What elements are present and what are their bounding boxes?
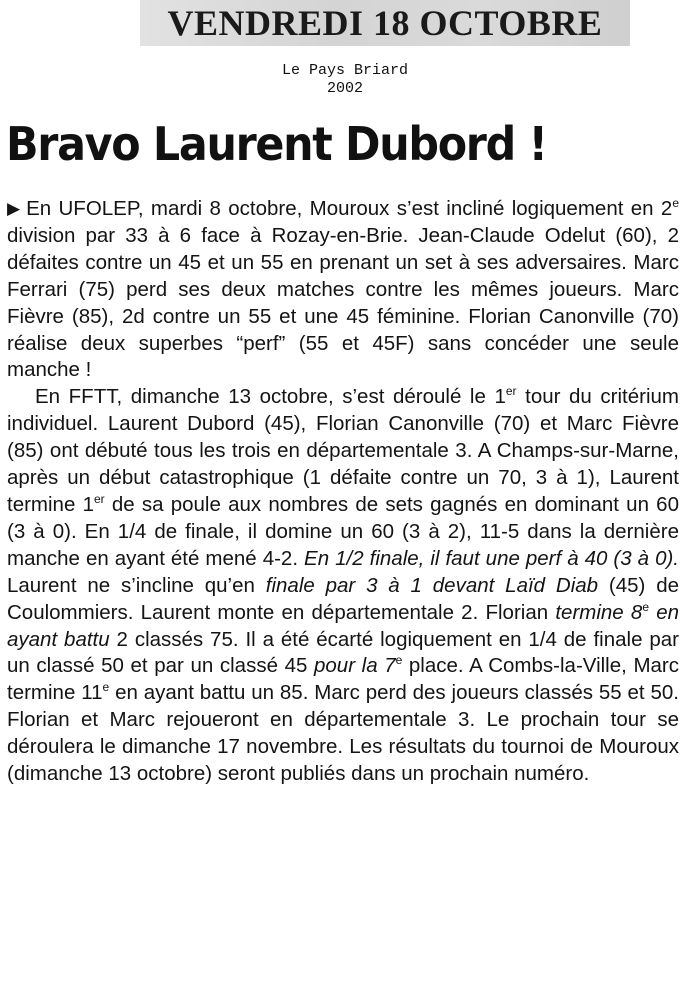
article-body — [7, 196, 679, 788]
text-run: en ayant battu un 85. Marc perd des joueurs classés 55 et 50. Florian et Marc rejoueront en départementale 3. Le prochain tour se déroulera le dimanche 17 novembre. Les résultats du tournoi de Mouroux (dimanche 13 octobre) seront publiés dans un prochain numéro. — [7, 681, 679, 786]
source-name: Le Pays Briard — [281, 62, 409, 79]
text-run: En UFOLEP, mardi 8 octobre, Mouroux s’est incliné logiquement en 2 — [26, 197, 673, 220]
superscript: er — [505, 384, 517, 399]
italic-run: En 1/2 finale, il faut une perf à 40 (3 à 0). — [304, 546, 679, 570]
source-year: 2002 — [326, 80, 363, 97]
italic-run: termine 8 — [555, 600, 643, 624]
text-run: En FFTT, dimanche 13 octobre, s’est déroulé le 1 — [35, 385, 506, 409]
superscript: e — [672, 196, 679, 210]
paragraph-fftt — [7, 384, 679, 788]
dateline: VENDREDI 18 OCTOBRE — [167, 3, 603, 43]
superscript: e — [102, 680, 110, 695]
superscript: er — [93, 491, 105, 506]
text-run: place. A Combs-la-Ville, Marc termine 11 — [7, 654, 679, 705]
text-run: (45) de Coulommiers. Laurent monte en départementale 2. Florian — [7, 573, 679, 624]
text-run: Laurent ne s’incline qu’en — [7, 573, 266, 597]
text-run: division par 33 à 6 face à Rozay-en-Brie. Jean-Claude Odelut (60), 2 défaites contre un 45 et un 55 en prenant un set à ses adversaires. Marc Ferrari (75) perd ses deux matches contre les mêmes joueurs. Marc Fièvre (85), 2d contre un 55 et une 45 féminine. Florian Canonville (70) réalise deux superbes “perf” (55 et 45F) sans concéder une seule manche ! — [7, 223, 679, 382]
italic-run: en ayant battu — [7, 600, 679, 651]
paragraph-ufolep — [7, 196, 679, 384]
text-run: 2 classés 75. Il a été écarté logiquement en 1/4 de finale par un classé 50 et par un classé 45 — [7, 627, 679, 678]
source-caption — [200, 62, 490, 98]
superscript: e — [395, 653, 403, 668]
article-headline: Bravo Laurent Dubord ! — [6, 117, 547, 171]
text-run: de sa poule aux nombres de sets gagnés en dominant un 60 (3 à 0). En 1/4 de finale, il domine un 60 (3 à 2), 11-5 dans la dernière manche en ayant été mené 4-2. — [7, 492, 679, 570]
triangle-right-icon: ▶ — [7, 199, 21, 218]
text-run: tour du critérium individuel. Laurent Dubord (45), Florian Canonville (70) et Marc Fièvre (85) ont débuté tous les trois en départementale 3. A Champs-sur-Marne, après un début catastrophique (1 défaite contre un 70, 3 à 1), Laurent termine 1 — [7, 385, 679, 516]
italic-run: pour la 7 — [314, 654, 396, 678]
superscript: e — [642, 599, 649, 614]
italic-run: finale par 3 à 1 devant Laïd Diab — [265, 573, 599, 597]
